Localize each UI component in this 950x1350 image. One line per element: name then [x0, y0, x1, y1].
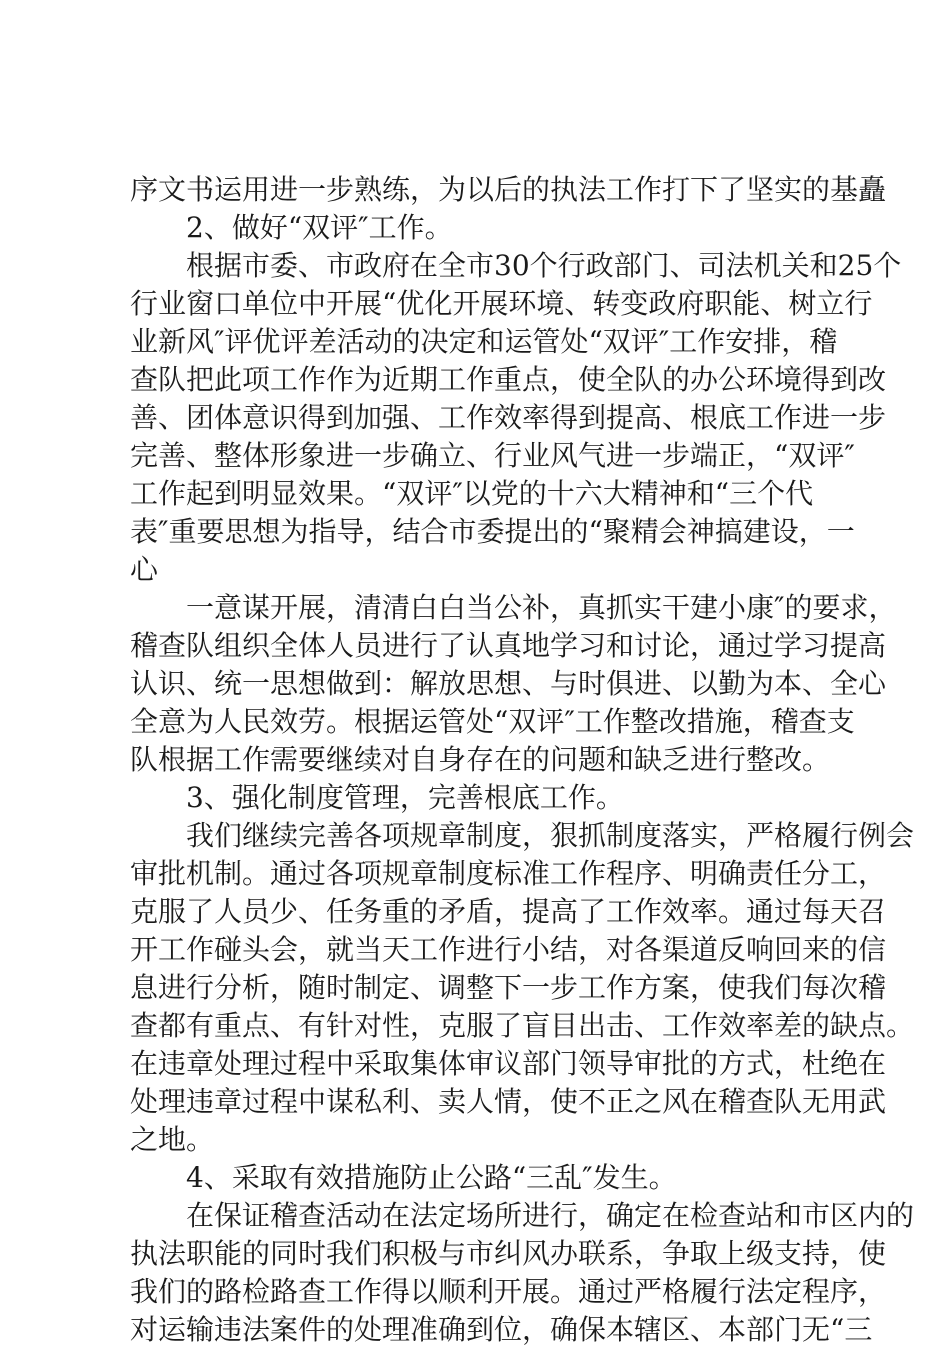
- text-line: 稽查队组织全体人员进行了认真地学习和讨论，通过学习提高: [130, 629, 887, 662]
- text-line: 序文书运用进一步熟练，为以后的执法工作打下了坚实的基矗: [130, 173, 887, 206]
- text-line: 队根据工作需要继续对自身存在的问题和缺乏进行整改。: [130, 743, 831, 776]
- text-line: 认识、统一思想做到：解放思想、与时俱进、以勤为本、全心: [130, 667, 887, 700]
- text-line: 审批机制。通过各项规章制度标准工作程序、明确责任分工，: [130, 857, 887, 890]
- text-line: 查都有重点、有针对性，克服了盲目出击、工作效率差的缺点。: [130, 1009, 915, 1042]
- text-line: 我们继续完善各项规章制度，狠抓制度落实，严格履行例会: [130, 819, 915, 852]
- text-line: 完善、整体形象进一步确立、行业风气进一步端正，“双评″: [130, 439, 855, 472]
- text-line: 全意为人民效劳。根据运管处“双评″工作整改措施，稽查支: [130, 705, 855, 738]
- text-line: 我们的路检路查工作得以顺利开展。通过严格履行法定程序，: [130, 1275, 887, 1308]
- text-line: 处理违章过程中谋私利、卖人情，使不正之风在稽查队无用武: [130, 1085, 887, 1118]
- section-heading: 3、强化制度管理，完善根底工作。: [130, 781, 624, 814]
- text-line: 行业窗口单位中开展“优化开展环境、转变政府职能、树立行: [130, 287, 873, 320]
- text-line: 克服了人员少、任务重的矛盾，提高了工作效率。通过每天召: [130, 895, 887, 928]
- text-line: 工作起到明显效果。“双评″以党的十六大精神和“三个代: [130, 477, 814, 510]
- text-line: 一意谋开展，清清白白当公补，真抓实干建小康″的要求，: [130, 591, 897, 624]
- text-line: 在保证稽查活动在法定场所进行，确定在检查站和市区内的: [130, 1199, 915, 1232]
- section-heading: 2、做好“双评″工作。: [130, 211, 453, 244]
- text-line: 善、团体意识得到加强、工作效率得到提高、根底工作进一步: [130, 401, 887, 434]
- text-line: 息进行分析，随时制定、调整下一步工作方案，使我们每次稽: [130, 971, 887, 1004]
- text-line: 心: [130, 553, 159, 586]
- text-line: 表″重要思想为指导，结合市委提出的“聚精会神搞建设，一: [130, 515, 855, 548]
- text-line: 查队把此项工作作为近期工作重点，使全队的办公环境得到改: [130, 363, 887, 396]
- section-heading: 4、采取有效措施防止公路“三乱″发生。: [130, 1161, 677, 1194]
- text-line: 执法职能的同时我们积极与市纠风办联系，争取上级支持，使: [130, 1237, 887, 1270]
- text-line: 在违章处理过程中采取集体审议部门领导审批的方式，杜绝在: [130, 1047, 887, 1080]
- text-line: 对运输违法案件的处理准确到位，确保本辖区、本部门无“三: [130, 1313, 873, 1346]
- text-line: 开工作碰头会，就当天工作进行小结，对各渠道反响回来的信: [130, 933, 887, 966]
- text-line: 根据市委、市政府在全市30个行政部门、司法机关和25个: [130, 249, 902, 282]
- text-line: 业新风″评优评差活动的决定和运管处“双评″工作安排，稽: [130, 325, 838, 358]
- text-line: 之地。: [130, 1123, 215, 1156]
